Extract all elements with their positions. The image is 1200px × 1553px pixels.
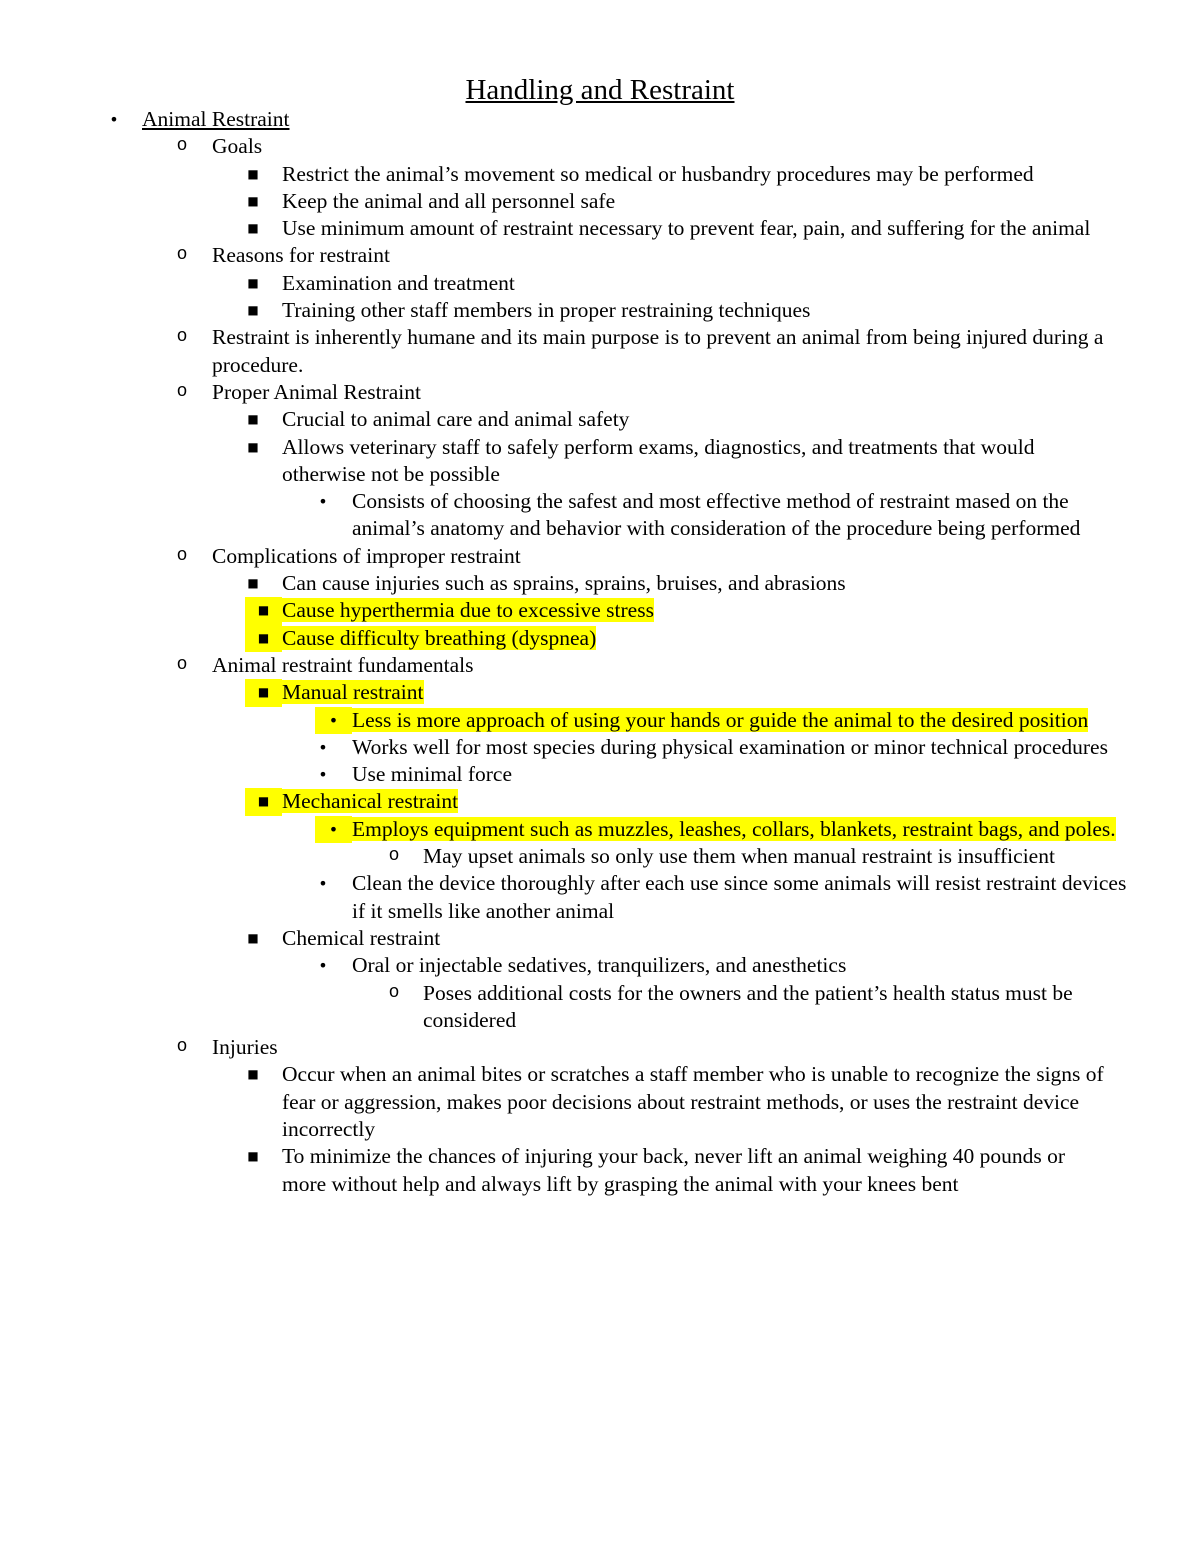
- list-item: [0, 106, 1200, 133]
- list-item-text: Oral or injectable sedatives, tranquilizers, and anesthetics: [352, 953, 847, 978]
- bullet-marker: o: [176, 327, 188, 348]
- list-item-text: Reasons for restraint: [212, 243, 390, 268]
- bullet-marker: ■: [247, 412, 259, 427]
- bullet-marker: ■: [247, 303, 259, 318]
- list-item-text: Animal Restraint: [142, 107, 290, 131]
- list-item: [0, 980, 1200, 1035]
- bullet-marker: ■: [247, 275, 259, 290]
- bullet-marker: o: [176, 136, 188, 157]
- bullet-marker: •: [318, 765, 328, 785]
- bullet-marker: ■: [247, 193, 259, 208]
- list-item-text: Manual restraint: [282, 680, 424, 705]
- bullet-marker: o: [176, 381, 188, 402]
- bullet-marker: •: [318, 874, 328, 894]
- list-item: [0, 270, 1200, 297]
- list-item-text: Mechanical restraint: [282, 789, 459, 814]
- list-item-text: Restraint is inherently humane and its main purpose is to prevent an animal from being injured during a procedure.: [212, 325, 1104, 377]
- page-title: Handling and Restraint: [465, 74, 735, 106]
- list-item: [0, 952, 1200, 979]
- list-item-text: May upset animals so only use them when manual restraint is insufficient: [423, 844, 1055, 869]
- list-item-text: Consists of choosing the safest and most effective method of restraint mased on the animal’s anatomy and behavior with consideration of the procedure being performed: [352, 489, 1081, 541]
- list-item: [0, 161, 1200, 188]
- bullet-marker: ■: [247, 576, 259, 591]
- list-item: [0, 297, 1200, 324]
- list-item-text: Use minimum amount of restraint necessary to prevent fear, pain, and suffering for the animal: [282, 216, 1091, 241]
- list-item: [0, 406, 1200, 433]
- list-item-text: Crucial to animal care and animal safety: [282, 407, 630, 432]
- list-item-text: Occur when an animal bites or scratches a staff member who is unable to recognize the signs of fear or aggression, makes poor decisions about restraint methods, or uses the restraint device incorrectly: [282, 1062, 1104, 1141]
- bullet-marker: ■: [247, 930, 259, 945]
- list-item-text: Complications of improper restraint: [212, 543, 521, 568]
- list-item: [0, 488, 1200, 543]
- list-item: [0, 761, 1200, 788]
- list-item-text: To minimize the chances of injuring your back, never lift an animal weighing 40 pounds or more without help and always lift by grasping the animal with your knees bent: [282, 1144, 1066, 1196]
- list-item: [0, 788, 1200, 815]
- bullet-marker: •: [318, 956, 328, 976]
- bullet-marker: •: [315, 816, 352, 843]
- list-item: [0, 734, 1200, 761]
- list-item: [0, 379, 1200, 406]
- list-item: [0, 570, 1200, 597]
- bullet-marker: •: [315, 707, 352, 734]
- list-item: [0, 1061, 1200, 1143]
- bullet-marker: ■: [245, 788, 282, 815]
- list-item-text: Works well for most species during physical examination or minor technical procedures: [352, 734, 1108, 759]
- bullet-marker: ■: [247, 1149, 259, 1164]
- bullet-marker: ■: [247, 439, 259, 454]
- list-item: [0, 242, 1200, 269]
- list-item: [0, 707, 1200, 734]
- list-item: [0, 597, 1200, 624]
- list-item-text: Keep the animal and all personnel safe: [282, 188, 616, 213]
- bullet-marker: o: [388, 846, 400, 867]
- list-item: [0, 925, 1200, 952]
- list-item: [0, 1034, 1200, 1061]
- list-item-text: Can cause injuries such as sprains, sprains, bruises, and abrasions: [282, 571, 846, 596]
- bullet-marker: •: [109, 110, 119, 129]
- bullet-marker: ■: [245, 625, 282, 652]
- bullet-marker: o: [176, 545, 188, 566]
- bullet-marker: ■: [245, 679, 282, 706]
- list-item: [0, 1143, 1200, 1198]
- list-item: [0, 324, 1200, 379]
- list-item: [0, 816, 1200, 843]
- list-item: [0, 625, 1200, 652]
- bullet-marker: o: [176, 1037, 188, 1058]
- bullet-marker: ■: [247, 221, 259, 236]
- list-item: [0, 652, 1200, 679]
- list-item: [0, 215, 1200, 242]
- list-item-text: Employs equipment such as muzzles, leashes, collars, blankets, restraint bags, and poles.: [352, 816, 1116, 841]
- list-item: [0, 188, 1200, 215]
- list-item-text: Allows veterinary staff to safely perform exams, diagnostics, and treatments that would otherwise not be possible: [282, 434, 1035, 486]
- bullet-marker: ■: [245, 597, 282, 624]
- list-item-text: Chemical restraint: [282, 925, 441, 950]
- bullet-marker: o: [176, 654, 188, 675]
- bullet-marker: ■: [247, 166, 259, 181]
- list-item: [0, 543, 1200, 570]
- list-item-text: Animal restraint fundamentals: [212, 652, 474, 677]
- list-item-text: Restrict the animal’s movement so medical or husbandry procedures may be performed: [282, 161, 1034, 186]
- list-item-text: Goals: [212, 134, 263, 159]
- list-item-text: Less is more approach of using your hands or guide the animal to the desired position: [352, 707, 1089, 732]
- bullet-marker: o: [388, 982, 400, 1003]
- list-item-text: Cause difficulty breathing (dyspnea): [282, 625, 597, 650]
- bullet-marker: o: [176, 245, 188, 266]
- list-item-text: Injuries: [212, 1035, 278, 1060]
- list-item-text: Cause hyperthermia due to excessive stress: [282, 598, 654, 623]
- list-item-text: Proper Animal Restraint: [212, 379, 421, 404]
- list-item: [0, 133, 1200, 160]
- list-item-text: Examination and treatment: [282, 270, 515, 295]
- list-item-text: Poses additional costs for the owners and the patient’s health status must be considered: [423, 980, 1073, 1032]
- list-item: [0, 679, 1200, 706]
- list-item-text: Clean the device thoroughly after each use since some animals will resist restraint devices if it smells like another animal: [352, 871, 1127, 923]
- list-item: [0, 870, 1200, 925]
- outline-list: [0, 106, 1200, 1198]
- bullet-marker: ■: [247, 1067, 259, 1082]
- list-item-text: Training other staff members in proper restraining techniques: [282, 298, 811, 323]
- bullet-marker: •: [318, 737, 328, 757]
- bullet-marker: •: [318, 492, 328, 512]
- list-item-text: Use minimal force: [352, 762, 513, 787]
- list-item: [0, 843, 1200, 870]
- list-item: [0, 434, 1200, 489]
